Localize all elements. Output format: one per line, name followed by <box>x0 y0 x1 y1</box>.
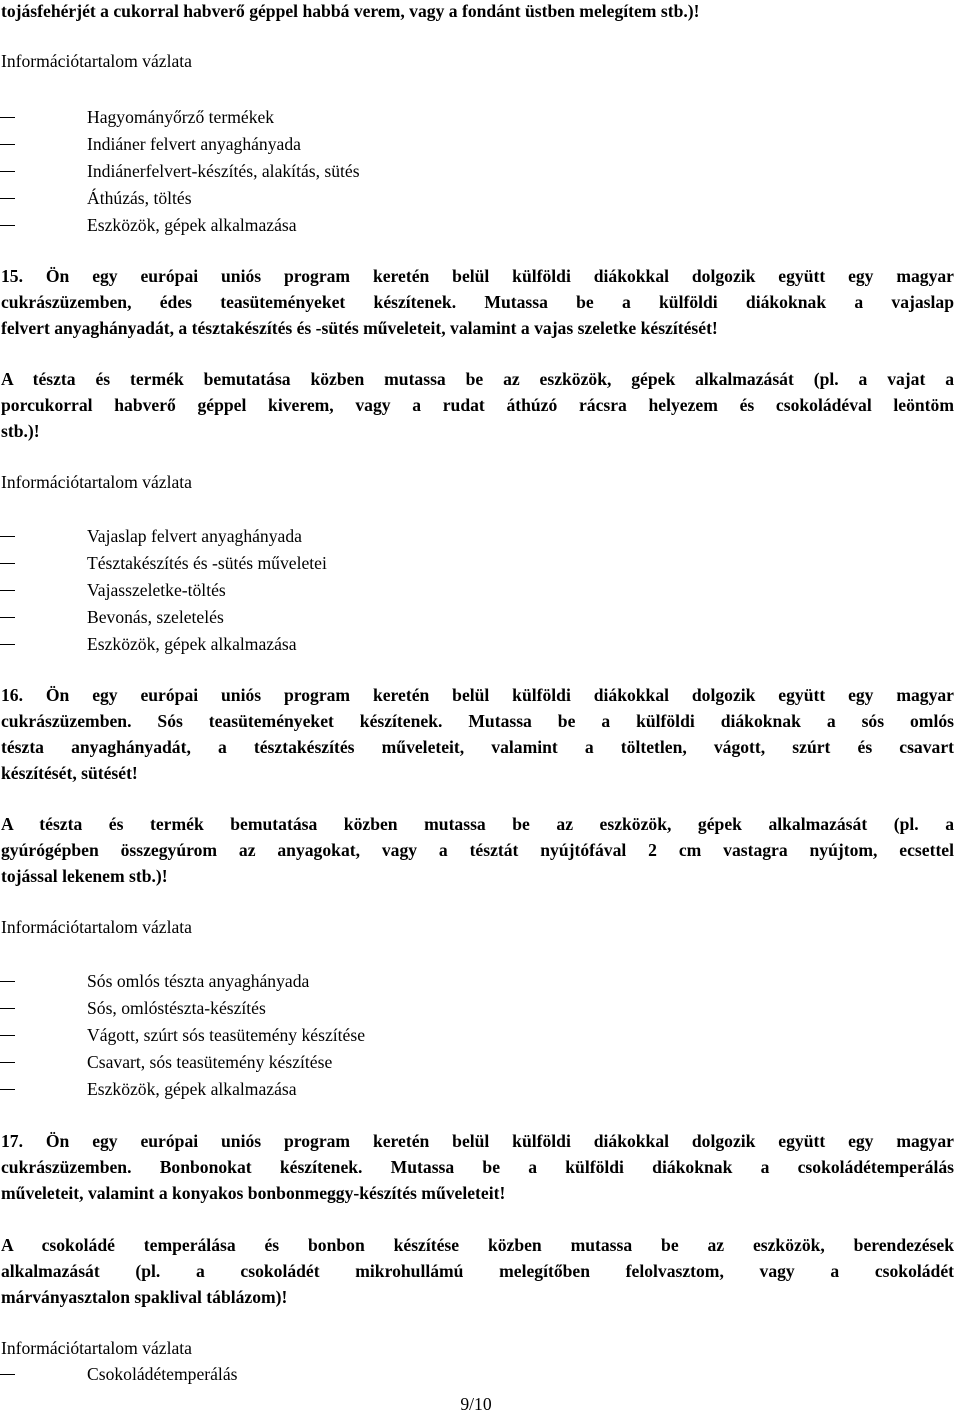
dash-icon <box>0 617 15 618</box>
dash-icon <box>0 644 15 645</box>
task17-demo-line: alkalmazását (pl. a csokoládét mikrohullámú melegítőben felolvasztom, vagy a csokoládét <box>1 1261 954 1281</box>
task15-line: cukrászüzemben, édes teasüteményeket készítenek. Mutassa be a külföldi diákoknak a vajaslap <box>1 292 954 312</box>
dash-icon <box>0 1008 15 1009</box>
outline-heading-16: Információtartalom vázlata <box>1 917 192 937</box>
intro-tail: tojásfehérjét a cukorral habverő géppel habbá verem, vagy a fondánt üstben melegítem stb.)! <box>1 1 700 21</box>
task17-demo-line: márványasztalon spaklival táblázom)! <box>1 1287 288 1307</box>
task15-line: felvert anyaghányadát, a tésztakészítés és -sütés műveleteit, valamint a vajas szeletke készítését! <box>1 318 718 338</box>
task16-line: cukrászüzemben. Sós teasüteményeket készítenek. Mutassa be a külföldi diákoknak a sós omlós <box>1 711 954 731</box>
dash-icon <box>0 198 15 199</box>
dash-icon <box>0 1089 15 1090</box>
dash-icon <box>0 171 15 172</box>
task17-line: cukrászüzemben. Bonbonokat készítenek. Mutassa be a külföldi diákoknak a csokoládétemperálás <box>1 1157 954 1177</box>
task16-demo-line: gyúrógépben összegyúrom az anyagokat, vagy a tésztát nyújtófával 2 cm vastagra nyújtom, ecsettel <box>1 840 954 860</box>
page-number: 9/10 <box>460 1394 492 1414</box>
task16-line: 16. Ön egy európai uniós program keretén belül külföldi diákokkal dolgozik együtt egy magyar <box>1 685 954 705</box>
task17-line: 17. Ön egy európai uniós program keretén belül külföldi diákokkal dolgozik együtt egy magyar <box>1 1131 954 1151</box>
dash-icon <box>0 1062 15 1063</box>
document-page: tojásfehérjét a cukorral habverő géppel habbá verem, vagy a fondánt üstben melegítem stb.)! Információtartalom vázlata Hagyományőrző termékek Indiáner felvert anyaghányada Indiánerfelvert-készítés, alakítás, sütés Áthúzás, töltés Eszközök, gépek alkalmazása 15. Ön egy európai uniós program keretén belül külföldi diákokkal dolgozik együtt egy magyar cukrászüzemben, édes teasüteményeket készítenek. Mutassa be a külföldi diákoknak a vajaslap felvert anyaghányadát, a tésztakészítés és -sütés műveleteit, valamint a vajas szeletke készítését! A tészta és termék bemutatása közben mutassa be az eszközök, gépek alkalmazását (pl. a vajat a porcukorral habverő géppel kiverem, vagy a rudat áthúzó rácsra helyezem és csokoládéval leöntöm stb.)! Információtartalom vázlata Vajaslap felvert anyaghányada Tésztakészítés és -sütés műveletei Vajasszeletke-töltés Bevonás, szeletelés Eszközök, gépek alkalmazása 16. Ön egy európai uniós program keretén belül külföldi diákokkal dolgozik együtt egy magyar cukrászüzemben. Sós teasüteményeket készítenek. Mutassa be a külföldi diákoknak a sós omlós tészta anyaghányadát, a tésztakészítés műveleteit, valamint a töltetlen, vágott, szúrt és csavart készítését, sütését! A tészta és termék bemutatása közben mutassa be az eszközök, gépek alkalmazását (pl. a gyúrógépben összegyúrom az anyagokat, vagy a tésztát nyújtófával 2 cm vastagra nyújtom, ecsettel tojással lekenem stb.)! Információtartalom vázlata Sós omlós tészta anyaghányada Sós, omlóstészta-készítés Vágott, szúrt sós teasütemény készítése Csavart, sós teasütemény készítése Eszközök, gépek alkalmazása 17. Ön egy európai uniós program keretén belül külföldi diákokkal dolgozik együtt egy magyar cukrászüzemben. Bonbonokat készítenek. Mutassa be a külföldi diákoknak a csokoládétemperálás műveleteit, valamint a konyakos bonbonmeggy-készítés műveleteit! A csokoládé temperálása és bonbon készítése közben mutassa be az eszközök, berendezések alkalmazását (pl. a csokoládét mikrohullámú melegítőben felolvasztom, vagy a csokoládét márványasztalon spaklival táblázom)! Információtartalom vázlata Csokoládétemperálás 9/10 <box>1 1 954 1414</box>
task15-demo-line: A tészta és termék bemutatása közben mutassa be az eszközök, gépek alkalmazását (pl. a vajat a <box>1 369 954 389</box>
outline-heading-14: Információtartalom vázlata <box>1 51 192 71</box>
dash-icon <box>0 1374 15 1375</box>
dash-icon <box>0 981 15 982</box>
dash-icon <box>0 144 15 145</box>
dash-icon <box>0 536 15 537</box>
outline-heading-15: Információtartalom vázlata <box>1 472 192 492</box>
dash-icon <box>0 225 15 226</box>
task16-line: tészta anyaghányadát, a tésztakészítés műveleteit, valamint a töltetlen, vágott, szúrt és csavart <box>1 737 954 757</box>
task16-line: készítését, sütését! <box>1 763 138 783</box>
task15-line: 15. Ön egy európai uniós program keretén belül külföldi diákokkal dolgozik együtt egy magyar <box>1 266 954 286</box>
dash-icon <box>0 1035 15 1036</box>
dash-icon <box>0 563 15 564</box>
task16-demo-line: tojással lekenem stb.)! <box>1 866 168 886</box>
task17-demo-line: A csokoládé temperálása és bonbon készítése közben mutassa be az eszközök, berendezések <box>1 1235 954 1255</box>
task15-demo-line: porcukorral habverő géppel kiverem, vagy a rudat áthúzó rácsra helyezem és csokoládéval leöntöm <box>1 395 954 415</box>
task15-demo-line: stb.)! <box>1 421 40 441</box>
task16-demo-line: A tészta és termék bemutatása közben mutassa be az eszközök, gépek alkalmazását (pl. a <box>1 814 954 834</box>
dash-icon <box>0 117 15 118</box>
task17-line: műveleteit, valamint a konyakos bonbonmeggy-készítés műveleteit! <box>1 1183 506 1203</box>
outline-heading-17: Információtartalom vázlata <box>1 1338 192 1358</box>
dash-icon <box>0 590 15 591</box>
